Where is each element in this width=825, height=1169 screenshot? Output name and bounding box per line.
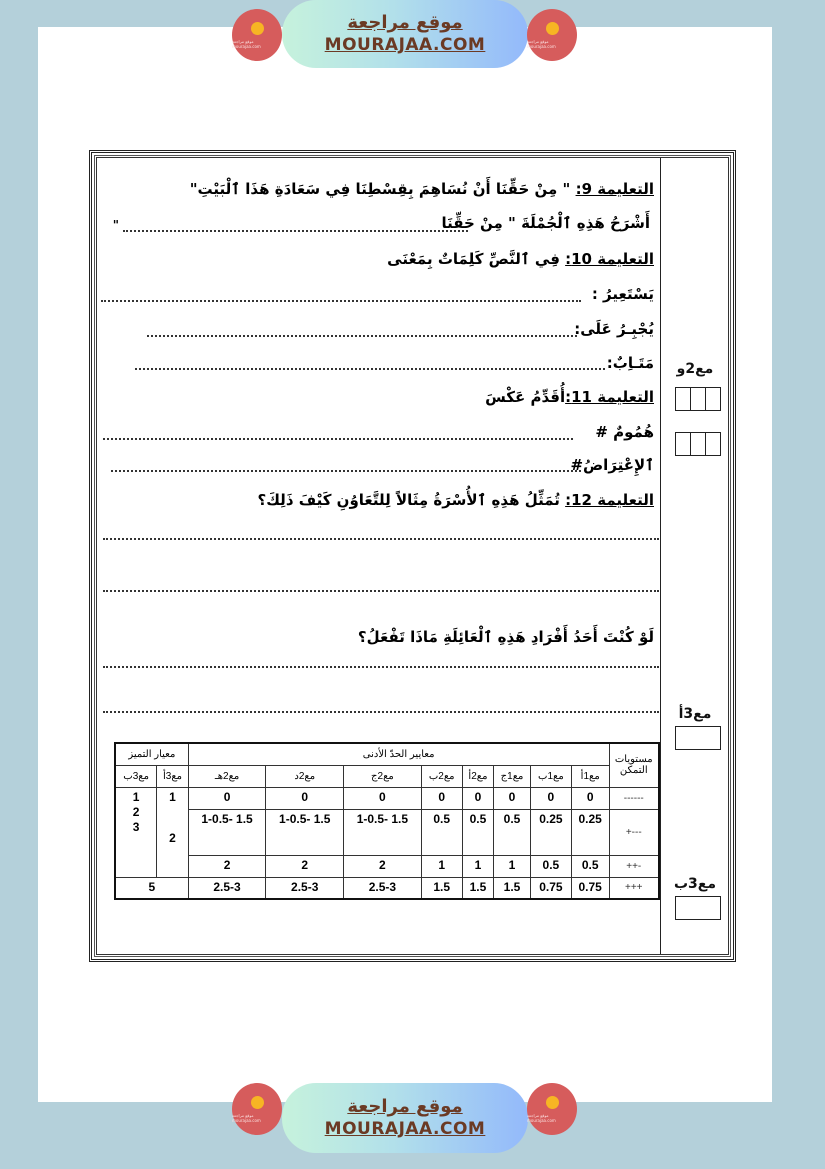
- exam-content: التعليمة 9: " مِنْ حَقِّنَا أَنْ نُسَاهِمَ بِقِسْطِنَا فِي سَعَادَةِ هَذَا ٱلْبَيْتِ" أَشْرَحُ هَذِهِ ٱلْجُمْلَةَ " مِنْ حَقِّنَا " التعليمة 10: فِي ٱلنَّصِّ كَلِمَاتٌ بِمَعْنَى يَسْتَعِيرُ : يُجْبِـرُ عَلَى: مَتَـاِبٌ: التعليمة 11:أُقَدِّمُ عَكْسَ هُمُومٌ # ٱلإِعْتِرَاضُ# التعليمة 12: تُمَثِّلُ هَذِهِ ٱلأُسْرَةُ مِثَالاً لِلتَّعَاوُنِ كَيْفَ ذَلِكَ؟ لَوْ كُنْتَ أَحَدُ أَفْرَادِ هَذِهِ ٱلْعَائِلَةِ مَاذَا تَفْعَلُ؟ مستويات التمكن معايير الحدّ الأدنى معيار التميز مع1أ مع1ب مع1ج مع2أ مع2ب مع2ج مع2د مع2هـ مع3أ مع3ب ------ 0 0 0 0 0 0 0 0 1 2 1 2 3 ---+ 0.25 0.25 0.5 0.5 0.5 1-0.5- 1.5 1-0.5- 1.5 1-0.5- 1.5 -++ 0.5 0.5 1 1 1 2 2 2 +++ 0.75 0.75 1.5 1.5 1.5 2.5-3 2.5-3 2.5-3 5: [97, 158, 660, 954]
- antonym-item: هُمُومٌ #: [595, 423, 654, 441]
- table-row: -++ 0.5 0.5 1 1 1 2 2 2: [115, 855, 659, 877]
- book-icon: [546, 1096, 559, 1109]
- site-arabic-title: موقع مراجعة: [347, 12, 463, 33]
- answer-line[interactable]: [111, 470, 581, 472]
- question-10: التعليمة 10: فِي ٱلنَّصِّ كَلِمَاتٌ بِمَعْنَى: [387, 250, 654, 268]
- question-9-prompt: أَشْرَحُ هَذِهِ ٱلْجُمْلَةَ " مِنْ حَقِّنَا: [441, 214, 650, 232]
- question-label: التعليمة 10:: [565, 250, 654, 268]
- site-logo-badge: موقع مراجعة mourajaa.com: [527, 9, 577, 61]
- vocab-item: يَسْتَعِيرُ :: [591, 285, 654, 303]
- site-link[interactable]: [282, 0, 528, 68]
- excellence-col2: 1 2 3: [115, 787, 157, 877]
- table-row: ------ 0 0 0 0 0 0 0 0 1 2 1 2 3: [115, 787, 659, 809]
- answer-line[interactable]: [101, 300, 581, 302]
- score-box[interactable]: [675, 726, 721, 750]
- book-icon: [251, 1096, 264, 1109]
- vocab-item: يُجْبِـرُ عَلَى:: [574, 320, 654, 338]
- site-name: MOURAJAA.COM: [324, 1119, 486, 1139]
- book-icon: [546, 22, 559, 35]
- answer-line[interactable]: [147, 335, 577, 337]
- table-row: ---+ 0.25 0.25 0.5 0.5 0.5 1-0.5- 1.5 1-0.5- 1.5 1-0.5- 1.5: [115, 809, 659, 855]
- question-12: التعليمة 12: تُمَثِّلُ هَذِهِ ٱلأُسْرَةُ مِثَالاً لِلتَّعَاوُنِ كَيْفَ ذَلِكَ؟: [257, 491, 654, 509]
- answer-line[interactable]: [123, 230, 468, 232]
- site-arabic-title: موقع مراجعة: [347, 1096, 463, 1117]
- score-boxes[interactable]: [675, 387, 721, 411]
- top-banner: [0, 0, 825, 75]
- question-label: التعليمة 11:: [565, 388, 654, 406]
- criterion-label: مع3أ: [678, 706, 712, 722]
- score-boxes[interactable]: [675, 432, 721, 456]
- answer-line[interactable]: [103, 666, 659, 668]
- excellence-col1: 1 2: [157, 787, 188, 877]
- site-name: MOURAJAA.COM: [324, 35, 486, 55]
- question-9: التعليمة 9: " مِنْ حَقِّنَا أَنْ نُسَاهِمَ بِقِسْطِنَا فِي سَعَادَةِ هَذَا ٱلْبَيْتِ": [189, 180, 654, 198]
- min-criteria-header: معايير الحدّ الأدنى: [188, 743, 609, 765]
- exam-frame: [89, 150, 736, 962]
- criterion-label: مع2و: [676, 361, 714, 377]
- criterion-label: مع3ب: [673, 876, 717, 892]
- levels-header: مستويات التمكن: [609, 743, 659, 787]
- question-label: التعليمة 12:: [565, 491, 654, 509]
- bottom-banner: [0, 1080, 825, 1155]
- table-row: +++ 0.75 0.75 1.5 1.5 1.5 2.5-3 2.5-3 2.5-3 5: [115, 877, 659, 899]
- book-icon: [251, 22, 264, 35]
- question-label: التعليمة 9:: [575, 180, 654, 198]
- vocab-item: مَتَـاِبٌ:: [606, 354, 654, 372]
- site-link[interactable]: [282, 1083, 528, 1153]
- site-logo-badge: موقع مراجعة mourajaa.com: [232, 1083, 282, 1135]
- antonym-item: ٱلإِعْتِرَاضُ#: [570, 456, 654, 474]
- answer-line[interactable]: [103, 538, 659, 540]
- question-12-followup: لَوْ كُنْتَ أَحَدُ أَفْرَادِ هَذِهِ ٱلْعَائِلَةِ مَاذَا تَفْعَلُ؟: [357, 628, 654, 646]
- answer-line[interactable]: [103, 590, 659, 592]
- answer-line[interactable]: [103, 438, 573, 440]
- site-logo-badge: موقع مراجعة mourajaa.com: [527, 1083, 577, 1135]
- grading-table: مستويات التمكن معايير الحدّ الأدنى معيار التميز مع1أ مع1ب مع1ج مع2أ مع2ب مع2ج مع2د مع2هـ مع3أ مع3ب ------ 0 0 0 0 0 0 0 0 1 2 1 2 3 ---+ 0.25 0.25 0.5 0.5 0.5 1-0.5- 1.5 1-0.5- 1.5 1-0.5- 1.5 -++ 0.5 0.5 1 1 1 2 2 2 +++ 0.75 0.75 1.5 1.5 1.5 2.5-3 2.5-3 2.5-3 5: [114, 742, 660, 900]
- excellence-total: 5: [115, 877, 188, 899]
- answer-line[interactable]: [135, 368, 605, 370]
- site-logo-badge: موقع مراجعة mourajaa.com: [232, 9, 282, 61]
- grading-margin: [660, 158, 728, 954]
- answer-line[interactable]: [103, 711, 659, 713]
- question-11: التعليمة 11:أُقَدِّمُ عَكْسَ: [485, 388, 654, 406]
- score-box[interactable]: [675, 896, 721, 920]
- excellence-header: معيار التميز: [115, 743, 188, 765]
